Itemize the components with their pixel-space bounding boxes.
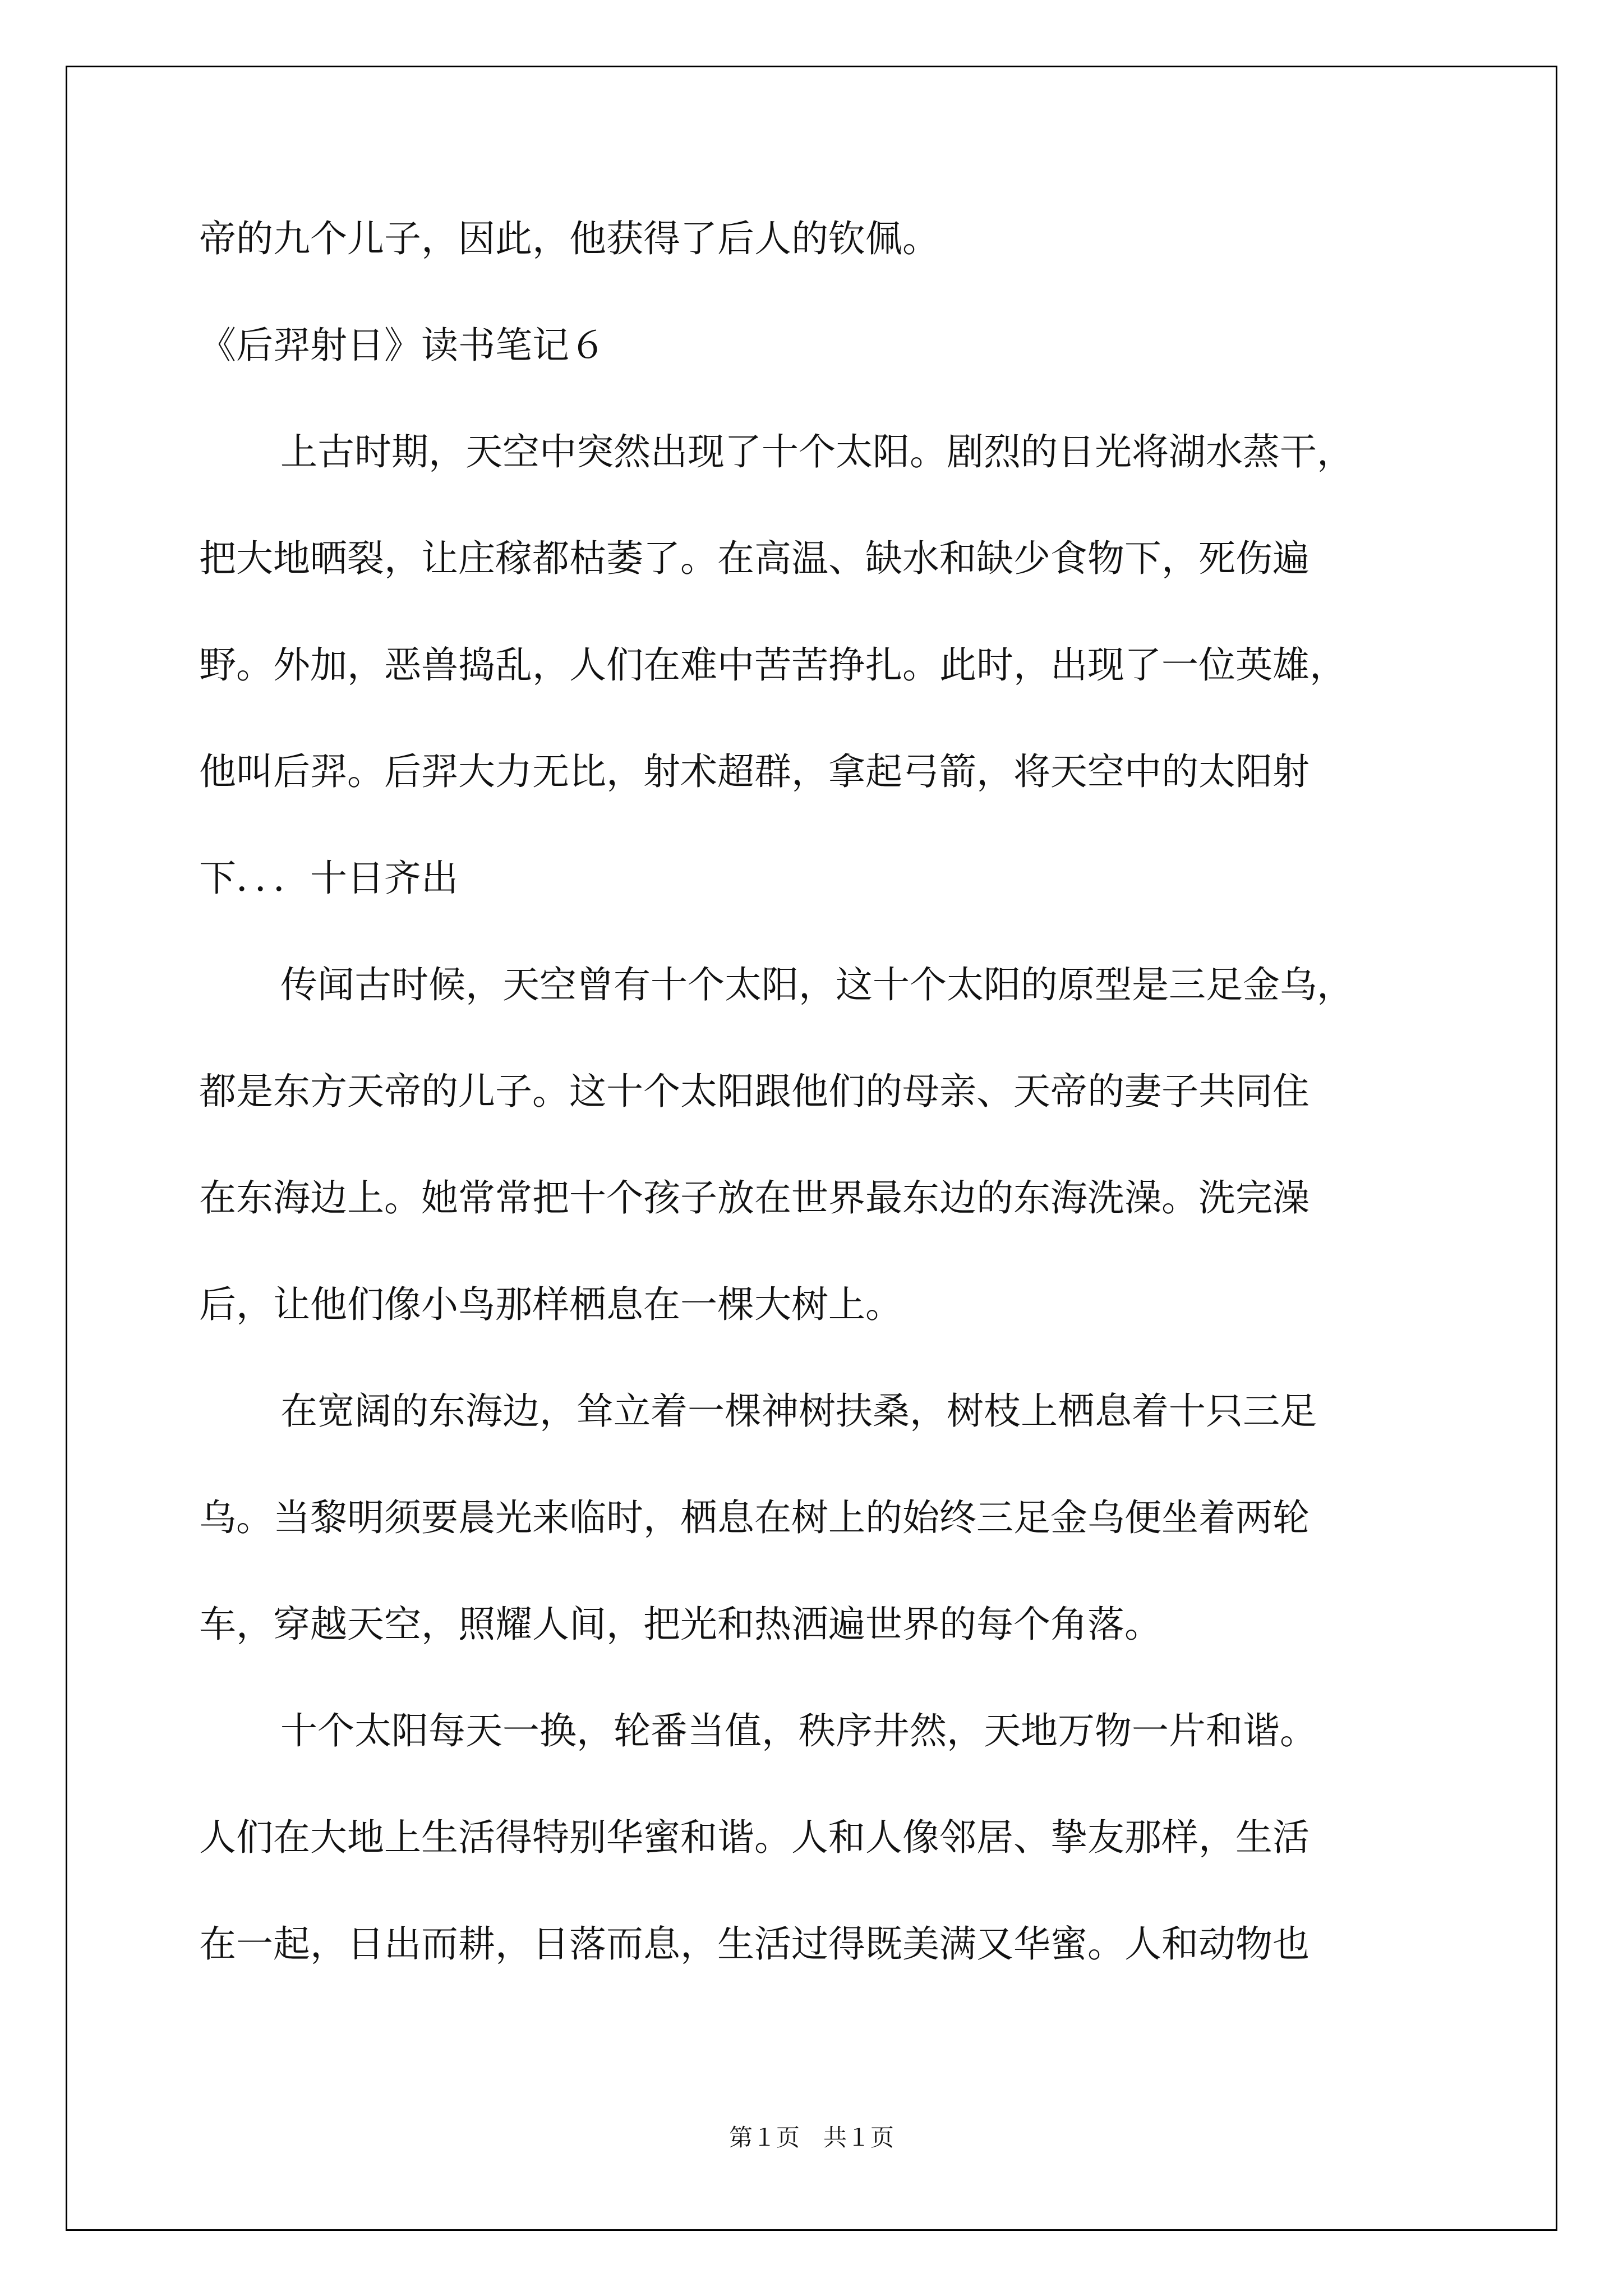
paragraph-line: 上古时期，天空中突然出现了十个太阳。剧烈的日光将湖水蒸干， bbox=[280, 430, 1354, 473]
text-line: 帝的九个儿子，因此，他获得了后人的钦佩。 bbox=[199, 217, 939, 260]
paragraph-line: 在一起，日出而耕，日落而息，生活过得既美满又华蜜。人和动物也 bbox=[199, 1922, 1310, 1966]
paragraph-line: 把大地晒裂，让庄稼都枯萎了。在高温、缺水和缺少食物下，死伤遍 bbox=[199, 537, 1310, 580]
paragraph-line: 下．．．十日齐出 bbox=[199, 857, 458, 900]
paragraph-line: 十个太阳每天一换，轮番当值，秩序井然，天地万物一片和谐。 bbox=[280, 1709, 1317, 1752]
paragraph-line: 在东海边上。她常常把十个孩子放在世界最东边的东海洗澡。洗完澡 bbox=[199, 1176, 1310, 1220]
page-border bbox=[66, 66, 1557, 2231]
paragraph-line: 野。外加，恶兽捣乱，人们在难中苦苦挣扎。此时，出现了一位英雄， bbox=[199, 643, 1347, 687]
paragraph-line: 都是东方天帝的儿子。这十个太阳跟他们的母亲、天帝的妻子共同住 bbox=[199, 1070, 1310, 1113]
page-footer: 第１页 共１页 bbox=[728, 2124, 894, 2151]
section-heading: 《后羿射日》读书笔记６ bbox=[199, 324, 606, 367]
paragraph-line: 传闻古时候，天空曾有十个太阳，这十个太阳的原型是三足金乌， bbox=[280, 963, 1354, 1006]
paragraph-line: 后，让他们像小鸟那样栖息在一棵大树上。 bbox=[199, 1283, 902, 1326]
paragraph-line: 车，穿越天空，照耀人间，把光和热洒遍世界的每个角落。 bbox=[199, 1603, 1161, 1646]
paragraph-line: 他叫后羿。后羿大力无比，射术超群，拿起弓箭，将天空中的太阳射 bbox=[199, 750, 1310, 793]
paragraph-line: 人们在大地上生活得特别华蜜和谐。人和人像邻居、挚友那样，生活 bbox=[199, 1816, 1310, 1859]
paragraph-line: 在宽阔的东海边，耸立着一棵神树扶桑，树枝上栖息着十只三足 bbox=[280, 1389, 1317, 1433]
paragraph-line: 乌。当黎明须要晨光来临时，栖息在树上的始终三足金乌便坐着两轮 bbox=[199, 1496, 1310, 1539]
